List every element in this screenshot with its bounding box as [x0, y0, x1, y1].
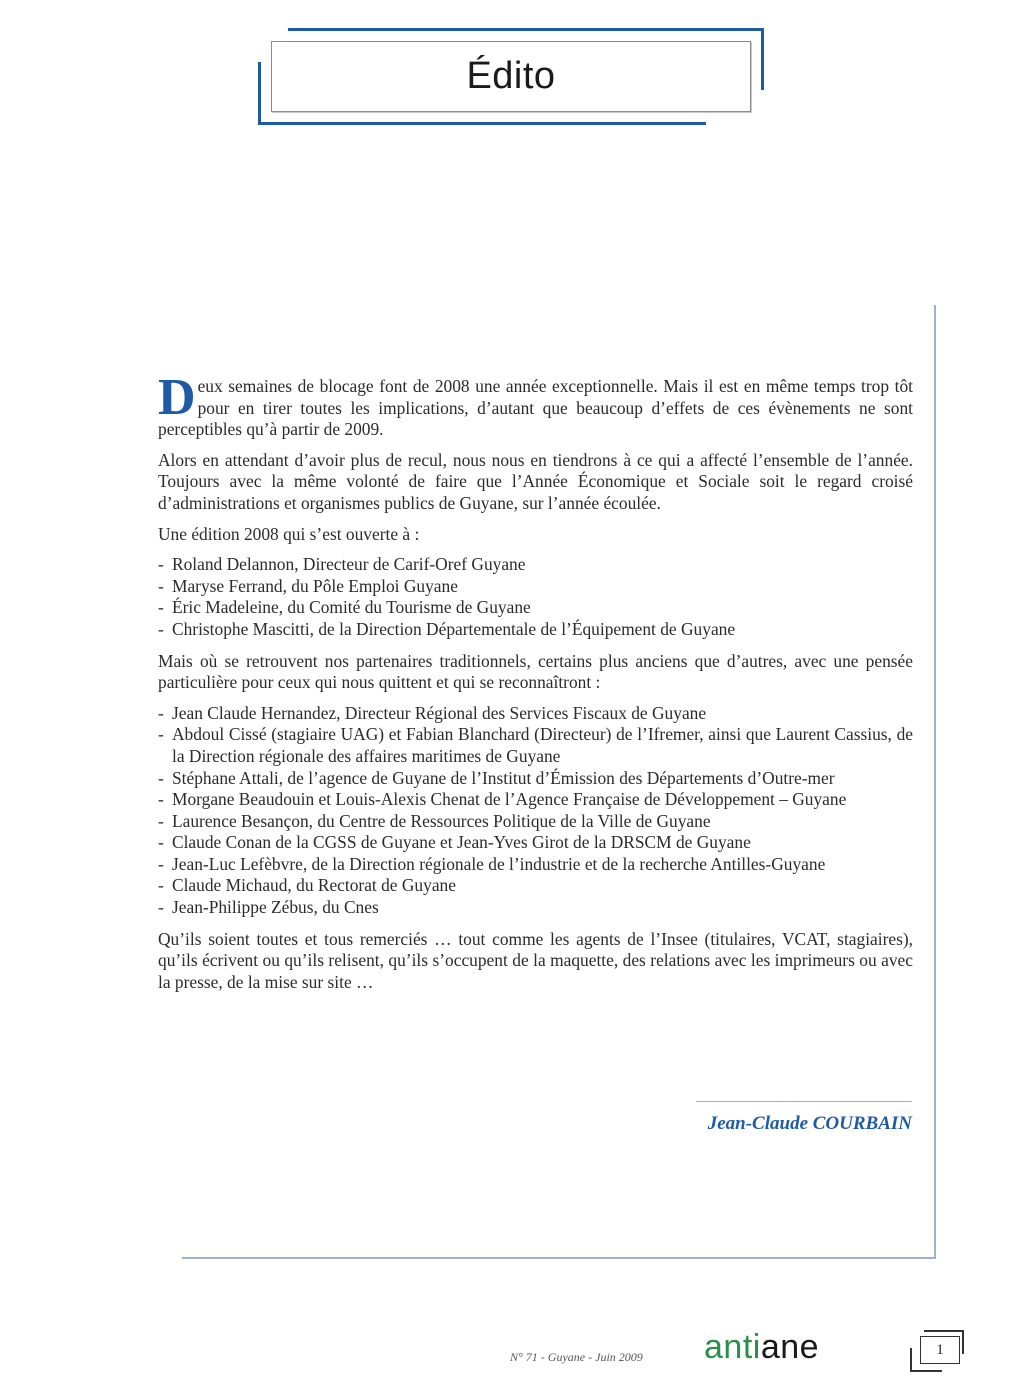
paragraph: Mais où se retrouvent nos partenaires traditionnels, certains plus anciens que d’autres, avec une pensée particulière pour ceux qui nous quittent et qui se reconnaîtront : — [158, 650, 913, 693]
title-box — [271, 41, 751, 112]
list-item: - Maryse Ferrand, du Pôle Emploi Guyane — [158, 576, 913, 598]
intro-text: eux semaines de blocage font de 2008 une année exceptionnelle. Mais il est en même temps trop tôt pour en tirer toutes les implications, d’autant que beaucoup d’effets de ces évènements ne sont perceptibles qu’à partir de 2009. — [158, 376, 913, 440]
list-item: - Jean Claude Hernandez, Directeur Régional des Services Fiscaux de Guyane — [158, 703, 913, 725]
paragraph: Qu’ils soient toutes et tous remerciés … tout comme les agents de l’Insee (titulaires, VCAT, stagiaires), qu’ils écrivent ou qu’ils relisent, qu’ils s’occupent de la maquette, des relations avec les imprimeurs ou avec la presse, de la mise sur site … — [158, 928, 913, 992]
signature: Jean-Claude COURBAIN — [707, 1113, 912, 1134]
new-contributors-list — [158, 554, 913, 640]
title-frame-bar — [258, 62, 261, 125]
page-box-bar — [910, 1370, 942, 1372]
page-number-box — [910, 1330, 964, 1372]
list-item: - Éric Madeleine, du Comité du Tourisme de Guyane — [158, 597, 913, 619]
paragraph: Alors en attendant d’avoir plus de recul, nous nous en tiendrons à ce qui a affecté l’ensemble de l’année. Toujours avec la même volonté de faire que l’Année Économique et Sociale soit le regard croisé d’administrations et organismes publics de Guyane, sur l’année écoulée. — [158, 449, 913, 513]
list-item: - Claude Michaud, du Rectorat de Guyane — [158, 875, 913, 897]
brand-logo-part: anti — [704, 1328, 761, 1366]
list-item: - Roland Delannon, Directeur de Carif-Oref Guyane — [158, 554, 913, 576]
list-item: - Jean-Luc Lefèbvre, de la Direction régionale de l’industrie et de la recherche Antilles-Guyane — [158, 854, 913, 876]
intro-paragraph — [158, 369, 913, 441]
content-frame-bottom — [182, 1257, 936, 1259]
list-item: - Christophe Mascitti, de la Direction Départementale de l’Équipement de Guyane — [158, 619, 913, 641]
drop-cap: D — [158, 369, 196, 426]
title-frame-bar — [288, 28, 764, 31]
title-frame-bar — [761, 28, 764, 90]
list-item: - Abdoul Cissé (stagiaire UAG) et Fabian Blanchard (Directeur) de l’Ifremer, ainsi que Laurent Cassius, de la Direction régionale des affaires maritimes de Guyane — [158, 724, 913, 767]
partners-list — [158, 703, 913, 919]
page-box-bar — [924, 1330, 964, 1332]
list-item: - Claude Conan de la CGSS de Guyane et Jean-Yves Girot de la DRSCM de Guyane — [158, 832, 913, 854]
title-frame-bar — [258, 122, 706, 125]
brand-logo-part: ane — [760, 1328, 820, 1366]
list-item: - Morgane Beaudouin et Louis-Alexis Chenat de l’Agence Française de Développement – Guyane — [158, 789, 913, 811]
issue-info: N° 71 - Guyane - Juin 2009 — [510, 1350, 643, 1364]
list-item: - Laurence Besançon, du Centre de Ressources Politique de la Ville de Guyane — [158, 811, 913, 833]
page-title: Édito — [466, 55, 556, 97]
list-item: - Stéphane Attali, de l’agence de Guyane de l’Institut d’Émission des Départements d’Outre-mer — [158, 768, 913, 790]
page-number: 1 — [920, 1336, 960, 1364]
page-box-bar — [962, 1330, 964, 1354]
page-box-bar — [910, 1348, 912, 1372]
list-item: - Jean-Philippe Zébus, du Cnes — [158, 897, 913, 919]
editorial-body — [158, 369, 913, 1002]
signature-divider — [696, 1101, 912, 1102]
content-frame-right — [934, 305, 936, 1259]
brand-logo — [704, 1328, 819, 1367]
paragraph: Une édition 2008 qui s’est ouverte à : — [158, 523, 420, 544]
